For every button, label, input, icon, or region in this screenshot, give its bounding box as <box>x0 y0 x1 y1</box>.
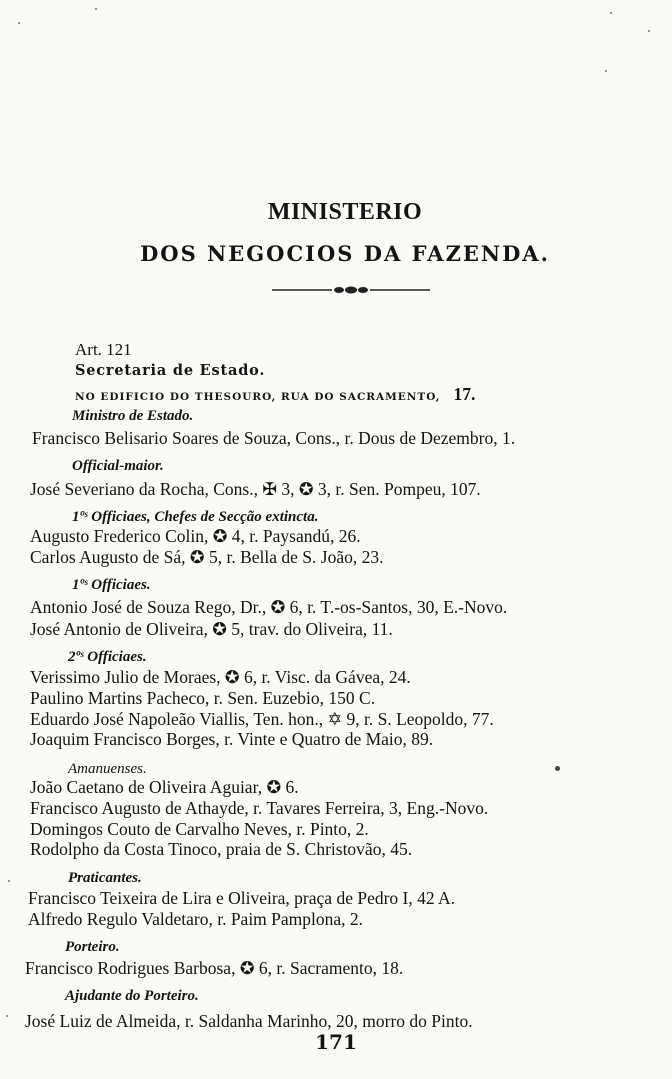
ornament-divider-icon <box>272 286 430 294</box>
speck <box>95 8 97 10</box>
list-item: José Antonio de Oliveira, ✪ 5, trav. do Oliveira, 11. <box>30 619 393 639</box>
role-heading: 1ºˢ Officiaes, Chefes de Secção extincta. <box>72 509 319 525</box>
speck <box>648 30 650 32</box>
list-item: Francisco Rodrigues Barbosa, ✪ 6, r. Sacramento, 18. <box>25 958 404 978</box>
section-title: Secretaria de Estado. <box>75 362 266 379</box>
article-number: Art. 121 <box>75 340 132 359</box>
section-location <box>75 384 475 405</box>
page-subtitle: DOS NEGOCIOS DA FAZENDA. <box>140 241 550 266</box>
page-number: 171 <box>315 1030 357 1054</box>
speck <box>18 22 20 24</box>
list-item: Paulino Martins Pacheco, r. Sen. Euzebio, 150 C. <box>30 688 376 708</box>
speck <box>555 766 560 771</box>
role-heading: Ajudante do Porteiro. <box>65 988 199 1004</box>
list-item: José Luiz de Almeida, r. Saldanha Marinho, 20, morro do Pinto. <box>25 1011 473 1031</box>
role-heading: 2ºˢ Officiaes. <box>68 649 147 665</box>
list-item: Domingos Couto de Carvalho Neves, r. Pinto, 2. <box>30 819 369 839</box>
role-heading: 1ºˢ Officiaes. <box>72 577 151 593</box>
speck <box>605 70 607 72</box>
list-item: Carlos Augusto de Sá, ✪ 5, r. Bella de S. João, 23. <box>30 547 384 567</box>
speck <box>610 12 612 14</box>
list-item: Verissimo Julio de Moraes, ✪ 6, r. Visc. da Gávea, 24. <box>30 667 411 687</box>
list-item: José Severiano da Rocha, Cons., ✠ 3, ✪ 3, r. Sen. Pompeu, 107. <box>30 479 481 499</box>
page-title: MINISTERIO <box>267 199 423 225</box>
location-text: NO EDIFICIO DO THESOURO, RUA DO SACRAMENTO, <box>75 391 441 403</box>
location-number: 17. <box>453 384 476 404</box>
list-item: Joaquim Francisco Borges, r. Vinte e Quatro de Maio, 89. <box>30 729 434 749</box>
list-item: Francisco Teixeira de Lira e Oliveira, praça de Pedro I, 42 A. <box>28 888 456 908</box>
list-item: Rodolpho da Costa Tinoco, praia de S. Christovão, 45. <box>30 839 413 859</box>
list-item: Francisco Belisario Soares de Souza, Cons., r. Dous de Dezembro, 1. <box>32 428 516 448</box>
role-heading: Amanuenses. <box>68 761 147 777</box>
list-item: Francisco Augusto de Athayde, r. Tavares Ferreira, 3, Eng.-Novo. <box>30 798 489 818</box>
list-item: Augusto Frederico Colin, ✪ 4, r. Paysandú, 26. <box>30 526 361 546</box>
list-item: João Caetano de Oliveira Aguiar, ✪ 6. <box>30 777 299 797</box>
list-item: Alfredo Regulo Valdetaro, r. Paim Pamplona, 2. <box>28 909 364 929</box>
role-heading: Praticantes. <box>68 870 142 886</box>
speck <box>6 1015 8 1017</box>
role-heading: Ministro de Estado. <box>72 408 194 424</box>
speck <box>8 880 10 882</box>
list-item: Eduardo José Napoleão Viallis, Ten. hon., ✡ 9, r. S. Leopoldo, 77. <box>30 709 494 729</box>
list-item: Antonio José de Souza Rego, Dr., ✪ 6, r. T.-os-Santos, 30, E.-Novo. <box>30 597 508 617</box>
role-heading: Porteiro. <box>65 939 120 955</box>
role-heading: Official-maior. <box>72 458 164 474</box>
